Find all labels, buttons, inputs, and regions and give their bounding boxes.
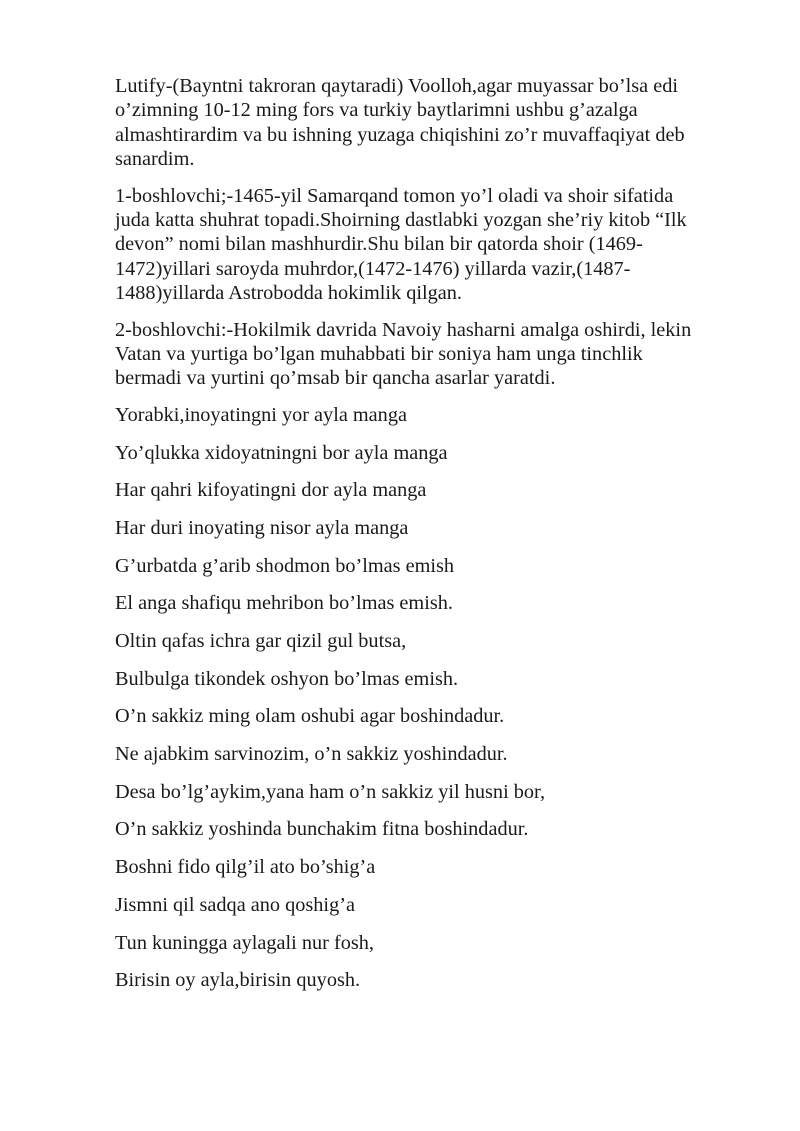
paragraph-line: sanardim. (115, 148, 195, 171)
verse-line: Yo’qlukka xidoyatningni bor ayla manga (115, 441, 448, 464)
document-page (115, 74, 735, 1006)
poem-verses (115, 403, 735, 1006)
verse-line: Har duri inoyating nisor ayla manga (115, 516, 409, 539)
verse-line: O’n sakkiz ming olam oshubi agar boshindadur. (115, 705, 505, 728)
paragraph-presenter-2 (115, 318, 735, 391)
verse-line: El anga shafiqu mehribon bo’lmas emish. (115, 592, 453, 615)
paragraph-line: bermadi va yurtini qo’msab bir qancha asarlar yaratdi. (115, 367, 556, 390)
verse-line: G’urbatda g’arib shodmon bo’lmas emish (115, 554, 455, 577)
paragraph-intro (115, 74, 735, 172)
verse-line: Tun kuningga aylagali nur fosh, (115, 931, 374, 954)
paragraph-line: devon” nomi bilan mashhurdir.Shu bilan bir qatorda shoir (1469- (115, 233, 643, 256)
verse-line: Desa bo’lg’aykim,yana ham o’n sakkiz yil husni bor, (115, 780, 546, 803)
paragraph-line: 1-boshlovchi;-1465-yil Samarqand tomon yo’l oladi va shoir sifatida (115, 184, 674, 207)
verse-line: Har qahri kifoyatingni dor ayla manga (115, 479, 427, 502)
verse-line: Birisin oy ayla,birisin quyosh. (115, 969, 361, 992)
paragraph-line: 1472)yillari saroyda muhrdor,(1472-1476) yillarda vazir,(1487- (115, 257, 631, 280)
paragraph-line: Lutify-(Bayntni takroran qaytaradi) Voolloh,agar muyassar bo’lsa edi (115, 75, 679, 97)
paragraph-line: almashtirardim va bu ishning yuzaga chiqishini zo’r muvaffaqiyat deb (115, 123, 685, 146)
paragraph-line: juda katta shuhrat topadi.Shoirning dastlabki yozgan she’riy kitob “Ilk (115, 209, 687, 232)
verse-line: Bulbulga tikondek oshyon bo’lmas emish. (115, 667, 459, 690)
paragraph-line: Vatan va yurtiga bo’lgan muhabbati bir soniya ham unga tinchlik (115, 343, 643, 366)
verse-line: Yorabki,inoyatingni yor ayla manga (115, 403, 407, 426)
paragraph-line: 1488)yillarda Astrobodda hokimlik qilgan. (115, 282, 462, 305)
paragraph-line: 2-boshlovchi:-Hokilmik davrida Navoiy hasharni amalga oshirdi, lekin (115, 318, 692, 341)
verse-line: O’n sakkiz yoshinda bunchakim fitna boshindadur. (115, 818, 529, 841)
verse-line: Oltin qafas ichra gar qizil gul butsa, (115, 630, 407, 652)
verse-line: Boshni fido qilg’il ato bo’shig’a (115, 856, 376, 879)
verse-line: Jismni qil sadqa ano qoshig’a (115, 893, 355, 916)
verse-line: Ne ajabkim sarvinozim, o’n sakkiz yoshindadur. (115, 743, 508, 766)
paragraph-presenter-1 (115, 184, 735, 306)
paragraph-line: o’zimning 10-12 ming fors va turkiy baytlarimni ushbu g’azalga (115, 99, 638, 122)
